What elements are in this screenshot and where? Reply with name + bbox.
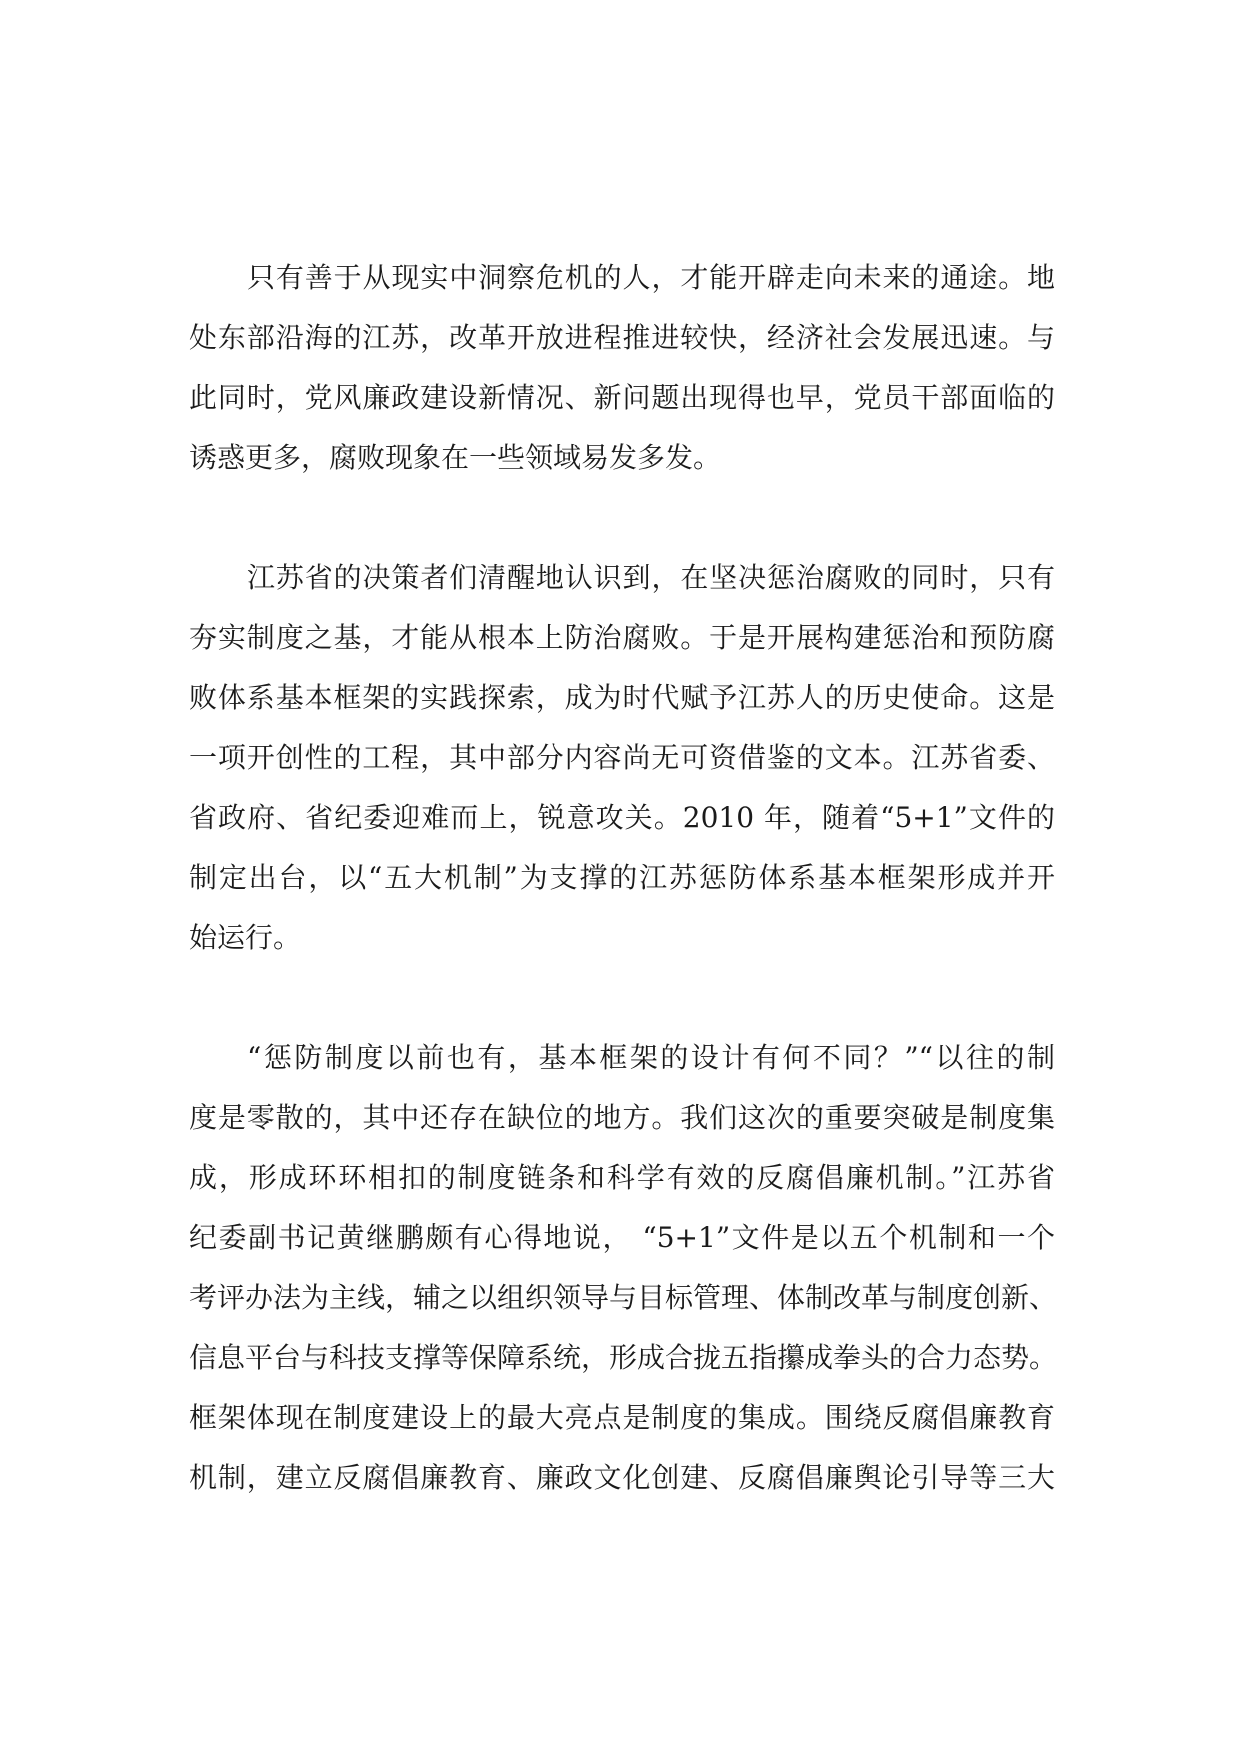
paragraph-spacer: [189, 488, 1055, 548]
text-line: 度是零散的，其中还存在缺位的地方。我们这次的重要突破是制度集: [189, 1101, 1055, 1134]
paragraph-2: [189, 548, 1055, 968]
text-line: 诱惑更多，腐败现象在一些领域易发多发。: [189, 441, 722, 474]
text-line: 始运行。: [189, 921, 302, 954]
text-line: 制定出台，以“五大机制”为支撑的江苏惩防体系基本框架形成并开: [189, 861, 1055, 894]
text-line: 纪委副书记黄继鹏颇有心得地说， “5+1”文件是以五个机制和一个: [189, 1221, 1055, 1254]
text-line: 夯实制度之基，才能从根本上防治腐败。于是开展构建惩治和预防腐: [189, 621, 1055, 654]
text-line: 处东部沿海的江苏，改革开放进程推进较快，经济社会发展迅速。与: [189, 321, 1055, 354]
text-line: 此同时，党风廉政建设新情况、新问题出现得也早，党员干部面临的: [189, 381, 1055, 414]
text-line: 考评办法为主线，辅之以组织领导与目标管理、体制改革与制度创新、: [189, 1281, 1058, 1314]
text-line: 败体系基本框架的实践探索，成为时代赋予江苏人的历史使命。这是: [189, 681, 1055, 714]
text-line: 省政府、省纪委迎难而上，锐意攻关。2010 年，随着“5+1”文件的: [189, 801, 1055, 834]
paragraph-1: [189, 248, 1055, 488]
text-line: 框架体现在制度建设上的最大亮点是制度的集成。围绕反腐倡廉教育: [189, 1401, 1055, 1434]
text-line: 一项开创性的工程，其中部分内容尚无可资借鉴的文本。江苏省委、: [189, 741, 1055, 774]
body-text: [189, 248, 1058, 1508]
text-line: 成，形成环环相扣的制度链条和科学有效的反腐倡廉机制。”江苏省: [189, 1161, 1055, 1194]
paragraph-3: [189, 1028, 1058, 1508]
paragraph-spacer: [189, 968, 1055, 1028]
text-line: 江苏省的决策者们清醒地认识到，在坚决惩治腐败的同时，只有: [247, 561, 1055, 594]
text-line: “惩防制度以前也有，基本框架的设计有何不同？”“以往的制: [247, 1041, 1055, 1074]
text-line: 机制，建立反腐倡廉教育、廉政文化创建、反腐倡廉舆论引导等三大: [189, 1461, 1055, 1494]
text-line: 只有善于从现实中洞察危机的人，才能开辟走向未来的通途。地: [247, 261, 1055, 294]
text-line: 信息平台与科技支撑等保障系统，形成合拢五指攥成拳头的合力态势。: [189, 1341, 1058, 1374]
